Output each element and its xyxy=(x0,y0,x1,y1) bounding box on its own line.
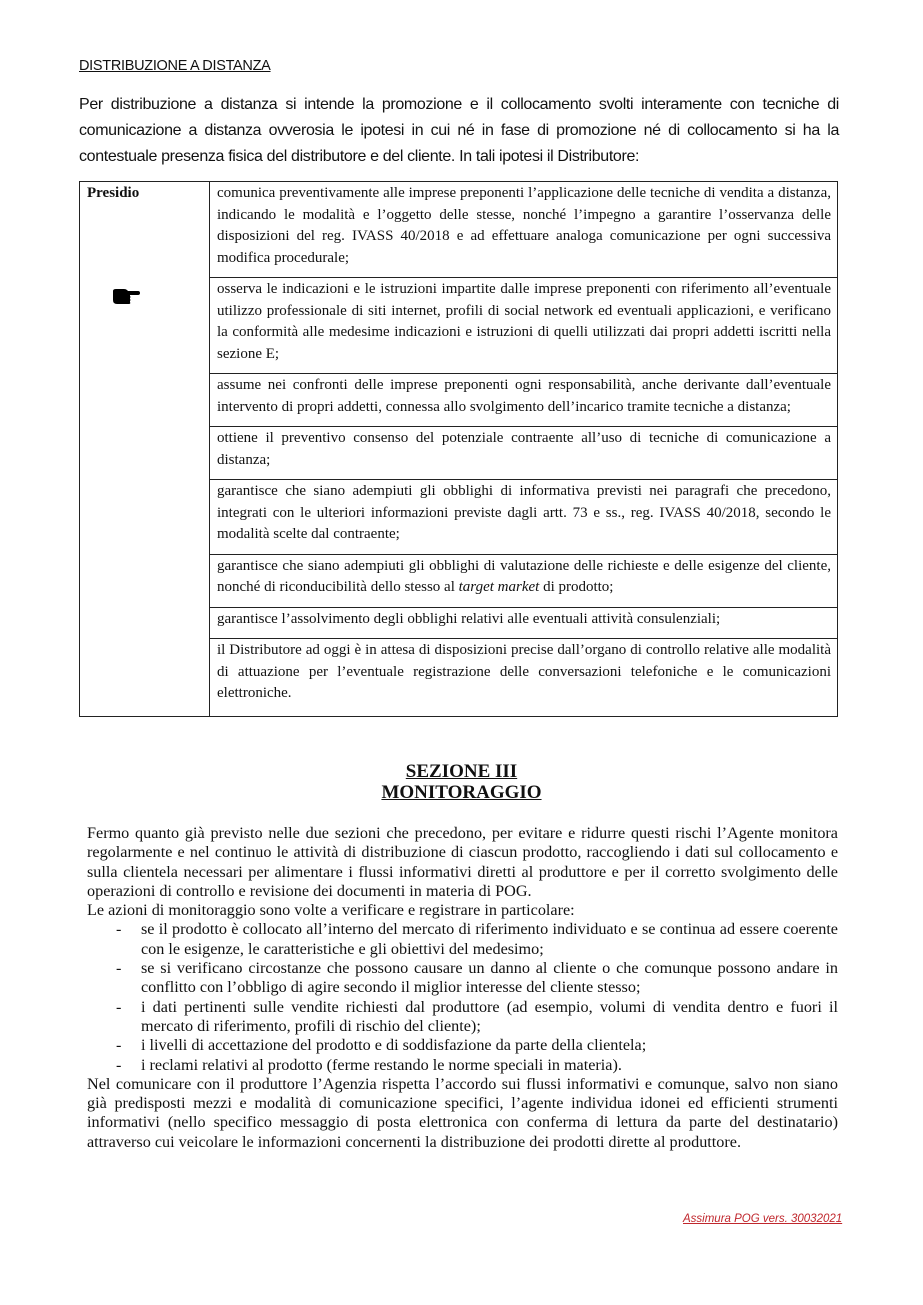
bullet-dash: - xyxy=(116,1055,122,1074)
list-item-text: i reclami relativi al prodotto (ferme restando le norme speciali in materia). xyxy=(141,1055,622,1074)
pointing-hand-icon xyxy=(111,287,141,307)
table-row xyxy=(80,182,838,278)
section-title-name: MONITORAGGIO xyxy=(381,782,542,803)
bullet-dash: - xyxy=(116,920,122,939)
list-item-text: se si verificano circostanze che possono causare un danno al cliente o che comunque possono andare in conflitto con l’obbligo di agire secondo il miglior interesse del cliente stesso; xyxy=(141,959,838,997)
section-title-number: SEZIONE III xyxy=(405,761,518,782)
monitoring-paragraph-2: Le azioni di monitoraggio sono volte a verificare e registrare in particolare: xyxy=(87,901,575,920)
list-item-text: i dati pertinenti sulle vendite richiesti dal produttore (ad esempio, volumi di vendita dentro e fuori il mercato di riferimento, profili di rischio del cliente); xyxy=(141,997,838,1035)
list-item xyxy=(87,1036,838,1055)
presidio-item: osserva le indicazioni e le istruzioni impartite dalle imprese preponenti con riferimento all’eventuale utilizzo professionale di siti internet, profili di social network ed eventuali applicazioni, e verificano la conformità alle medesime indicazioni e istruzioni di quelli utilizzati dai propri addetti iscritti nella sezione E; xyxy=(210,278,838,374)
presidio-item: garantisce che siano adempiuti gli obblighi di informativa previsti nei paragrafi che precedono, integrati con le ulteriori informazioni previste dagli artt. 73 e ss., reg. IVASS 40/2018, secondo le modalità scelte dal contraente; xyxy=(210,480,838,555)
presidio-table xyxy=(79,181,838,717)
monitoring-list xyxy=(87,920,838,1074)
section-heading-distribuzione: DISTRIBUZIONE A DISTANZA xyxy=(79,58,271,74)
list-item xyxy=(87,1056,838,1075)
list-item-text: i livelli di accettazione del prodotto e di soddisfazione da parte della clientela; xyxy=(141,1036,647,1055)
list-item-text: se il prodotto è collocato all’interno del mercato di riferimento individuato e se continua ad essere coerente con le esigenze, le caratteristiche e gli obiettivi del medesimo; xyxy=(141,920,838,958)
footer-version: Assimura POG vers. 30032021 xyxy=(683,1213,843,1225)
presidio-item: ottiene il preventivo consenso del potenziale contraente all’uso di tecniche di comunicazione a distanza; xyxy=(210,427,838,480)
list-item xyxy=(87,920,838,959)
bullet-dash: - xyxy=(116,959,122,978)
presidio-item xyxy=(210,554,838,607)
presidio-item: il Distributore ad oggi è in attesa di disposizioni precise dall’organo di controllo relative alle modalità di attuazione per l’eventuale registrazione delle conversazioni telefoniche e le comunicazioni elettroniche. xyxy=(210,639,838,717)
presidio-item-text: di prodotto; xyxy=(539,579,614,595)
list-item xyxy=(87,959,838,998)
presidio-item: comunica preventivamente alle imprese preponenti l’applicazione delle tecniche di vendita a distanza, indicando le modalità e l’oggetto delle stesse, nonché l’impegno a garantire l’osservanza delle disposizioni del reg. IVASS 40/2018 e ad effettuare analoga comunicazione per ogni successiva modifica procedurale; xyxy=(210,182,838,278)
monitoring-paragraph-1: Fermo quanto già previsto nelle due sezioni che precedono, per evitare e ridurre questi rischi l’Agente monitora regolarmente e nel continuo le attività di distribuzione di ciascun prodotto, raccogliendo i dati sul collocamento e sulla clientela necessari per alimentare i flussi informativi diretti al produttore e per il corretto svolgimento delle operazioni di controllo e revisione dei documenti in materia di POG. xyxy=(87,824,838,900)
monitoring-body xyxy=(87,824,838,1152)
list-item xyxy=(87,998,838,1037)
intro-paragraph: Per distribuzione a distanza si intende la promozione e il collocamento svolti interamente con tecniche di comunicazione a distanza ovverosia le ipotesi in cui né in fase di promozione né di collocamento si ha la contestuale presenza fisica del distributore e del cliente. In tali ipotesi il Distributore: xyxy=(79,96,839,165)
presidio-item: garantisce l’assolvimento degli obblighi relativi alle eventuali attività consulenziali; xyxy=(210,607,838,639)
bullet-dash: - xyxy=(116,997,122,1016)
presidio-label: Presidio xyxy=(87,185,140,201)
presidio-cell xyxy=(80,182,210,717)
target-market-term: target market xyxy=(458,579,540,595)
monitoring-paragraph-3: Nel comunicare con il produttore l’Agenzia rispetta l’accordo sui flussi informativi e comunque, salvo non siano già predisposti mezzi e modalità di comunicazione specifici, l’agente individua idonei ed efficienti strumenti informativi (nello specifico messaggio di posta elettronica con conferma di lettura da parte del destinatario) attraverso cui veicolare le informazioni concernenti la distribuzione dei prodotti dirette al produttore. xyxy=(87,1074,838,1151)
bullet-dash: - xyxy=(116,1036,122,1055)
presidio-item-text: garantisce che siano adempiuti gli obblighi di valutazione delle richieste e delle esigenze del cliente, nonché di riconducibilità dello stesso al xyxy=(217,557,831,595)
presidio-item: assume nei confronti delle imprese preponenti ogni responsabilità, anche derivante dall’eventuale intervento di propri addetti, connessa allo svolgimento dell’incarico tramite tecniche a distanza; xyxy=(210,374,838,427)
